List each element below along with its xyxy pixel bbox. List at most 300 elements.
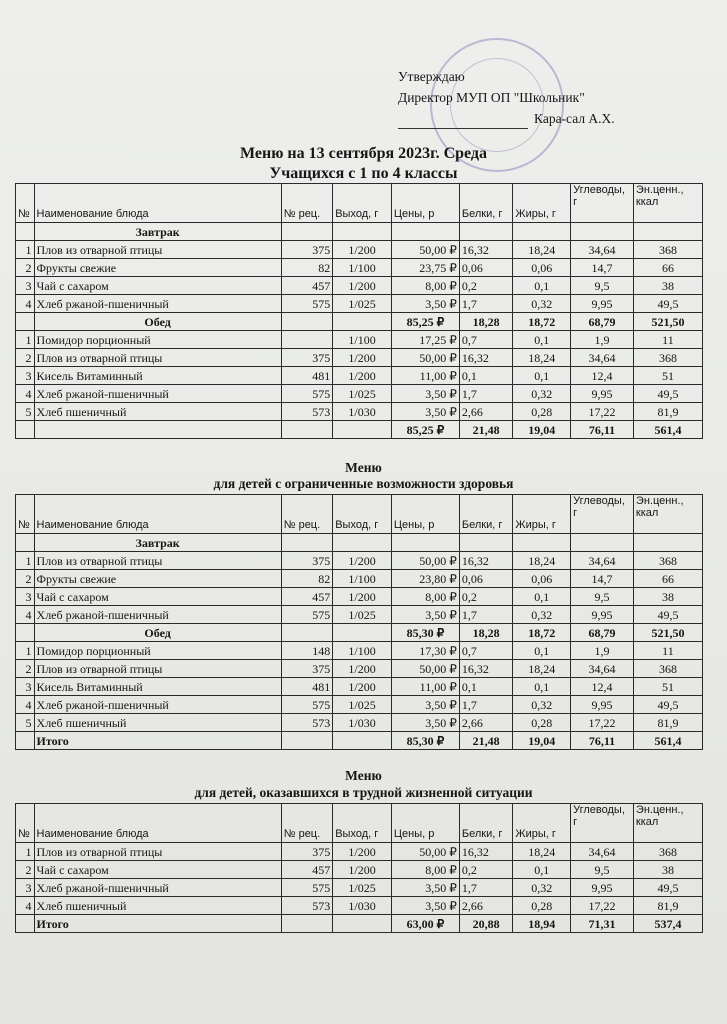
total-label: Итого xyxy=(34,732,281,750)
table-cell: 573 xyxy=(281,714,332,732)
table-cell: Кисель Витаминный xyxy=(34,678,281,696)
table-cell: 17,25 ₽ xyxy=(391,331,459,349)
table-cell: 375 xyxy=(281,349,332,367)
table-cell: Чай с сахаром xyxy=(34,277,281,295)
table-cell: 1/100 xyxy=(333,570,392,588)
table-cell: 1/200 xyxy=(333,861,392,879)
table-row xyxy=(16,385,703,403)
table-cell xyxy=(333,223,392,241)
column-header: № xyxy=(16,495,35,534)
table-cell: 8,00 ₽ xyxy=(391,277,459,295)
table-cell: Плов из отварной птицы xyxy=(34,552,281,570)
table-cell: 3,50 ₽ xyxy=(391,295,459,313)
table-row xyxy=(16,241,703,259)
table-cell: 2,66 xyxy=(459,897,513,915)
total-row xyxy=(16,732,703,750)
table-cell: 81,9 xyxy=(633,897,702,915)
table-cell: 51 xyxy=(633,678,702,696)
table-cell xyxy=(333,534,392,552)
total-cell: 561,4 xyxy=(633,732,702,750)
table-cell: 3,50 ₽ xyxy=(391,714,459,732)
table-cell xyxy=(16,915,35,933)
total-row xyxy=(16,421,703,439)
column-header: № xyxy=(16,184,35,223)
section-label: Завтрак xyxy=(34,534,281,552)
approval-line-1: Утверждаю xyxy=(398,69,465,84)
column-header: Цены, р xyxy=(391,184,459,223)
approval-block xyxy=(398,66,678,129)
column-header: Белки, г xyxy=(459,804,513,843)
table-cell: 17,22 xyxy=(571,403,634,421)
table-cell: 375 xyxy=(281,552,332,570)
table-cell: 1/025 xyxy=(333,295,392,313)
table-cell: 81,9 xyxy=(633,714,702,732)
table-cell: 0,32 xyxy=(513,879,571,897)
table-cell: 3,50 ₽ xyxy=(391,897,459,915)
column-header: Цены, р xyxy=(391,804,459,843)
table-cell xyxy=(391,534,459,552)
table-cell xyxy=(391,223,459,241)
table-cell: 2 xyxy=(16,660,35,678)
table-cell: 2 xyxy=(16,570,35,588)
table-cell: 0,1 xyxy=(459,678,513,696)
table-cell: 3 xyxy=(16,367,35,385)
table-cell: 18,24 xyxy=(513,241,571,259)
table-cell: Хлеб ржаной-пшеничный xyxy=(34,606,281,624)
table-cell: 11,00 ₽ xyxy=(391,367,459,385)
table-cell: 0,06 xyxy=(459,570,513,588)
table-row xyxy=(16,696,703,714)
table-cell: 3,50 ₽ xyxy=(391,606,459,624)
column-header: Наименование блюда xyxy=(34,804,281,843)
table-cell: 9,5 xyxy=(571,277,634,295)
column-header: Жиры, г xyxy=(513,495,571,534)
table-cell: 0,32 xyxy=(513,295,571,313)
table-cell: 368 xyxy=(633,660,702,678)
table-cell xyxy=(16,421,35,439)
table-cell: 9,95 xyxy=(571,606,634,624)
table-cell xyxy=(281,534,332,552)
table-row xyxy=(16,367,703,385)
table-cell: 521,50 xyxy=(633,313,702,331)
table-cell: 0,2 xyxy=(459,588,513,606)
table-cell: 0,1 xyxy=(513,678,571,696)
total-cell: 19,04 xyxy=(513,732,571,750)
table-cell: 1 xyxy=(16,642,35,660)
table-cell xyxy=(281,331,332,349)
table-cell xyxy=(633,223,702,241)
table-cell: 575 xyxy=(281,295,332,313)
table-cell: 23,75 ₽ xyxy=(391,259,459,277)
table-cell: 148 xyxy=(281,642,332,660)
column-header: Жиры, г xyxy=(513,184,571,223)
table-cell: 1,7 xyxy=(459,295,513,313)
section-label: Обед xyxy=(34,313,281,331)
total-cell: 85,30 ₽ xyxy=(391,732,459,750)
table-cell xyxy=(281,732,332,750)
table-cell: 9,95 xyxy=(571,295,634,313)
table-cell: 50,00 ₽ xyxy=(391,843,459,861)
table-cell xyxy=(16,313,35,331)
table-cell: 18,28 xyxy=(459,624,513,642)
table-cell: 1/030 xyxy=(333,714,392,732)
page-title: Меню на 13 сентября 2023г. Среда xyxy=(239,145,488,162)
total-cell: 561,4 xyxy=(633,421,702,439)
table-cell xyxy=(333,624,392,642)
table-cell xyxy=(333,313,392,331)
table-cell: 0,1 xyxy=(513,588,571,606)
table-cell: 457 xyxy=(281,861,332,879)
table-cell: 0,32 xyxy=(513,696,571,714)
table-cell: Чай с сахаром xyxy=(34,861,281,879)
table-row xyxy=(16,331,703,349)
table-cell: 1/200 xyxy=(333,588,392,606)
column-header: Наименование блюда xyxy=(34,184,281,223)
table-cell: 575 xyxy=(281,606,332,624)
table-cell: 0,7 xyxy=(459,642,513,660)
table-cell: 3,50 ₽ xyxy=(391,403,459,421)
table-cell: 1/100 xyxy=(333,642,392,660)
table-cell: 457 xyxy=(281,277,332,295)
table-row xyxy=(16,349,703,367)
table-cell: 1/025 xyxy=(333,385,392,403)
table-cell: 4 xyxy=(16,897,35,915)
signature-line xyxy=(398,128,528,129)
table-cell: 38 xyxy=(633,277,702,295)
table-cell: 0,2 xyxy=(459,277,513,295)
table-cell: 5 xyxy=(16,714,35,732)
table-cell: 34,64 xyxy=(571,660,634,678)
table-cell: 368 xyxy=(633,241,702,259)
table-cell: 18,24 xyxy=(513,660,571,678)
table-cell: Плов из отварной птицы xyxy=(34,843,281,861)
total-cell: 20,88 xyxy=(459,915,513,933)
total-cell: 19,04 xyxy=(513,421,571,439)
column-header: Белки, г xyxy=(459,184,513,223)
menu-table-hardship xyxy=(15,803,703,933)
table-cell: 1/200 xyxy=(333,660,392,678)
table-cell: 0,32 xyxy=(513,606,571,624)
table-cell: Плов из отварной птицы xyxy=(34,241,281,259)
table-cell: 9,5 xyxy=(571,588,634,606)
table-cell: 18,24 xyxy=(513,349,571,367)
table-cell: 2,66 xyxy=(459,714,513,732)
table-cell: 5 xyxy=(16,403,35,421)
table-cell: 0,28 xyxy=(513,897,571,915)
table-cell: 50,00 ₽ xyxy=(391,660,459,678)
table-row xyxy=(16,660,703,678)
section-label: Обед xyxy=(34,624,281,642)
table-cell: 50,00 ₽ xyxy=(391,552,459,570)
total-cell: 63,00 ₽ xyxy=(391,915,459,933)
table-cell: 17,30 ₽ xyxy=(391,642,459,660)
column-header: Углеводы, г xyxy=(571,804,634,843)
menu2-subtitle: для детей с ограниченные возможности здоровья xyxy=(213,476,514,491)
table-cell: 18,24 xyxy=(513,552,571,570)
table-cell: 0,1 xyxy=(513,367,571,385)
table-cell: 38 xyxy=(633,588,702,606)
table-cell: 11 xyxy=(633,331,702,349)
total-row xyxy=(16,915,703,933)
section-row xyxy=(16,624,703,642)
table-cell: 0,28 xyxy=(513,403,571,421)
column-header: № xyxy=(16,804,35,843)
table-cell: 1,9 xyxy=(571,642,634,660)
table-cell: 34,64 xyxy=(571,349,634,367)
total-cell: 76,11 xyxy=(571,421,634,439)
table-cell: Хлеб ржаной-пшеничный xyxy=(34,696,281,714)
table-cell: 521,50 xyxy=(633,624,702,642)
approval-line-2: Директор МУП ОП "Школьник" xyxy=(398,90,585,105)
table-cell: 9,5 xyxy=(571,861,634,879)
table-cell: Помидор порционный xyxy=(34,331,281,349)
total-cell: 85,25 ₽ xyxy=(391,421,459,439)
column-header: № рец. xyxy=(281,804,332,843)
table-cell xyxy=(513,223,571,241)
column-header: Углеводы, г xyxy=(571,495,634,534)
table-cell xyxy=(513,534,571,552)
column-header: № рец. xyxy=(281,184,332,223)
table-cell: 1,7 xyxy=(459,606,513,624)
table-cell: 3 xyxy=(16,678,35,696)
table-cell: 2 xyxy=(16,259,35,277)
table-cell: 4 xyxy=(16,696,35,714)
table-cell: 1/030 xyxy=(333,897,392,915)
table-cell: 1 xyxy=(16,331,35,349)
table-cell: 4 xyxy=(16,385,35,403)
table-cell: 49,5 xyxy=(633,295,702,313)
table-cell xyxy=(16,624,35,642)
table-cell: 38 xyxy=(633,861,702,879)
section-row xyxy=(16,223,703,241)
table-cell: Хлеб ржаной-пшеничный xyxy=(34,295,281,313)
table-row xyxy=(16,897,703,915)
table-cell: 1/200 xyxy=(333,349,392,367)
table-cell: 11,00 ₽ xyxy=(391,678,459,696)
total-cell: 18,94 xyxy=(513,915,571,933)
table-cell: 12,4 xyxy=(571,367,634,385)
table-cell: 1/100 xyxy=(333,331,392,349)
table-cell: 0,2 xyxy=(459,861,513,879)
table-cell: 34,64 xyxy=(571,843,634,861)
section-row xyxy=(16,534,703,552)
table-cell: 49,5 xyxy=(633,606,702,624)
table-cell: 16,32 xyxy=(459,241,513,259)
table-cell: 50,00 ₽ xyxy=(391,349,459,367)
table-cell: 368 xyxy=(633,349,702,367)
table-cell: 3,50 ₽ xyxy=(391,696,459,714)
table-cell: 0,06 xyxy=(513,570,571,588)
table-row xyxy=(16,678,703,696)
table-cell: 1/030 xyxy=(333,403,392,421)
table-cell: 2 xyxy=(16,861,35,879)
table-cell: 82 xyxy=(281,259,332,277)
table-cell: 457 xyxy=(281,588,332,606)
table-cell: 3 xyxy=(16,879,35,897)
table-cell: 50,00 ₽ xyxy=(391,241,459,259)
menu3-title: Меню xyxy=(345,768,382,783)
table-cell: 18,72 xyxy=(513,313,571,331)
table-cell: 4 xyxy=(16,606,35,624)
table-cell: 82 xyxy=(281,570,332,588)
table-cell: 68,79 xyxy=(571,624,634,642)
table-cell: 1/100 xyxy=(333,259,392,277)
table-cell: 1 xyxy=(16,843,35,861)
table-row xyxy=(16,277,703,295)
table-cell: 3 xyxy=(16,277,35,295)
table-cell xyxy=(333,421,392,439)
table-cell: 1 xyxy=(16,241,35,259)
table-row xyxy=(16,570,703,588)
table-cell: 8,00 ₽ xyxy=(391,588,459,606)
table-cell: 9,95 xyxy=(571,696,634,714)
table-cell: 34,64 xyxy=(571,241,634,259)
table-cell: 0,1 xyxy=(513,861,571,879)
table-row xyxy=(16,588,703,606)
table-cell: 575 xyxy=(281,385,332,403)
table-cell: 23,80 ₽ xyxy=(391,570,459,588)
table-cell: 3 xyxy=(16,588,35,606)
table-cell: 368 xyxy=(633,552,702,570)
table-cell: 68,79 xyxy=(571,313,634,331)
menu-table-grades-1-4 xyxy=(15,183,703,439)
table-cell: 375 xyxy=(281,241,332,259)
column-header: Углеводы, г xyxy=(571,184,634,223)
table-cell: 49,5 xyxy=(633,385,702,403)
column-header: Эн.ценн., ккал xyxy=(633,804,702,843)
table-cell: 49,5 xyxy=(633,696,702,714)
table-cell: 8,00 ₽ xyxy=(391,861,459,879)
table-cell: Фрукты свежие xyxy=(34,570,281,588)
table-cell: Помидор порционный xyxy=(34,642,281,660)
table-cell: Фрукты свежие xyxy=(34,259,281,277)
section-label: Завтрак xyxy=(34,223,281,241)
table-cell: 9,95 xyxy=(571,879,634,897)
table-cell: 0,28 xyxy=(513,714,571,732)
table-cell: 81,9 xyxy=(633,403,702,421)
table-cell xyxy=(459,534,513,552)
table-cell: 4 xyxy=(16,295,35,313)
total-cell: 76,11 xyxy=(571,732,634,750)
header-row xyxy=(16,495,703,534)
table-cell xyxy=(16,223,35,241)
header-row xyxy=(16,804,703,843)
column-header: Белки, г xyxy=(459,495,513,534)
table-cell: 375 xyxy=(281,843,332,861)
table-cell: 16,32 xyxy=(459,552,513,570)
table-cell: 573 xyxy=(281,897,332,915)
table-cell: 11 xyxy=(633,642,702,660)
total-cell: 537,4 xyxy=(633,915,702,933)
table-cell: 1 xyxy=(16,552,35,570)
table-row xyxy=(16,403,703,421)
table-cell: 0,06 xyxy=(513,259,571,277)
table-cell: 1/200 xyxy=(333,367,392,385)
table-row xyxy=(16,259,703,277)
table-cell: 0,1 xyxy=(513,277,571,295)
table-cell: 0,1 xyxy=(513,331,571,349)
table-cell: 18,28 xyxy=(459,313,513,331)
table-cell: 51 xyxy=(633,367,702,385)
table-cell: 0,7 xyxy=(459,331,513,349)
table-cell: 0,06 xyxy=(459,259,513,277)
table-row xyxy=(16,879,703,897)
column-header: Цены, р xyxy=(391,495,459,534)
column-header: № рец. xyxy=(281,495,332,534)
table-cell: 1,9 xyxy=(571,331,634,349)
table-cell: 18,24 xyxy=(513,843,571,861)
table-cell: 18,72 xyxy=(513,624,571,642)
table-cell: 2,66 xyxy=(459,403,513,421)
table-row xyxy=(16,642,703,660)
column-header: Наименование блюда xyxy=(34,495,281,534)
table-row xyxy=(16,606,703,624)
table-cell: Чай с сахаром xyxy=(34,588,281,606)
table-cell xyxy=(633,534,702,552)
table-cell: Хлеб ржаной-пшеничный xyxy=(34,385,281,403)
table-cell: 3,50 ₽ xyxy=(391,385,459,403)
table-cell: 573 xyxy=(281,403,332,421)
table-cell: 17,22 xyxy=(571,714,634,732)
total-cell: 71,31 xyxy=(571,915,634,933)
table-cell xyxy=(571,223,634,241)
total-cell: 21,48 xyxy=(459,732,513,750)
approval-line-3: Кара-сал А.Х. xyxy=(534,111,615,126)
table-cell xyxy=(281,915,332,933)
table-cell: 1/200 xyxy=(333,678,392,696)
table-cell: Хлеб ржаной-пшеничный xyxy=(34,879,281,897)
table-cell: 0,32 xyxy=(513,385,571,403)
column-header: Жиры, г xyxy=(513,804,571,843)
table-cell: 375 xyxy=(281,660,332,678)
table-cell: Хлеб пшеничный xyxy=(34,897,281,915)
table-cell: 34,64 xyxy=(571,552,634,570)
table-cell: 16,32 xyxy=(459,660,513,678)
table-cell: 1/025 xyxy=(333,696,392,714)
table-cell: Плов из отварной птицы xyxy=(34,349,281,367)
table-cell: 1/200 xyxy=(333,277,392,295)
table-row xyxy=(16,552,703,570)
table-cell: 14,7 xyxy=(571,259,634,277)
column-header: Выход, г xyxy=(333,804,392,843)
table-cell: 16,32 xyxy=(459,349,513,367)
table-cell xyxy=(459,223,513,241)
menu-table-special-needs xyxy=(15,494,703,750)
table-cell: 0,1 xyxy=(513,642,571,660)
table-cell: 481 xyxy=(281,367,332,385)
table-cell xyxy=(281,223,332,241)
table-cell: 66 xyxy=(633,570,702,588)
table-cell: 49,5 xyxy=(633,879,702,897)
table-cell: 16,32 xyxy=(459,843,513,861)
table-row xyxy=(16,714,703,732)
table-cell: 1/025 xyxy=(333,606,392,624)
table-cell xyxy=(16,732,35,750)
table-cell: 575 xyxy=(281,696,332,714)
table-cell: 1,7 xyxy=(459,879,513,897)
table-cell: 481 xyxy=(281,678,332,696)
table-cell: 1/200 xyxy=(333,241,392,259)
table-cell: 1/200 xyxy=(333,843,392,861)
table-cell: 2 xyxy=(16,349,35,367)
table-cell: 85,30 ₽ xyxy=(391,624,459,642)
column-header: Выход, г xyxy=(333,184,392,223)
table-cell: 575 xyxy=(281,879,332,897)
table-cell xyxy=(333,732,392,750)
total-label: Итого xyxy=(34,915,281,933)
column-header: Эн.ценн., ккал xyxy=(633,184,702,223)
table-cell: Хлеб пшеничный xyxy=(34,403,281,421)
